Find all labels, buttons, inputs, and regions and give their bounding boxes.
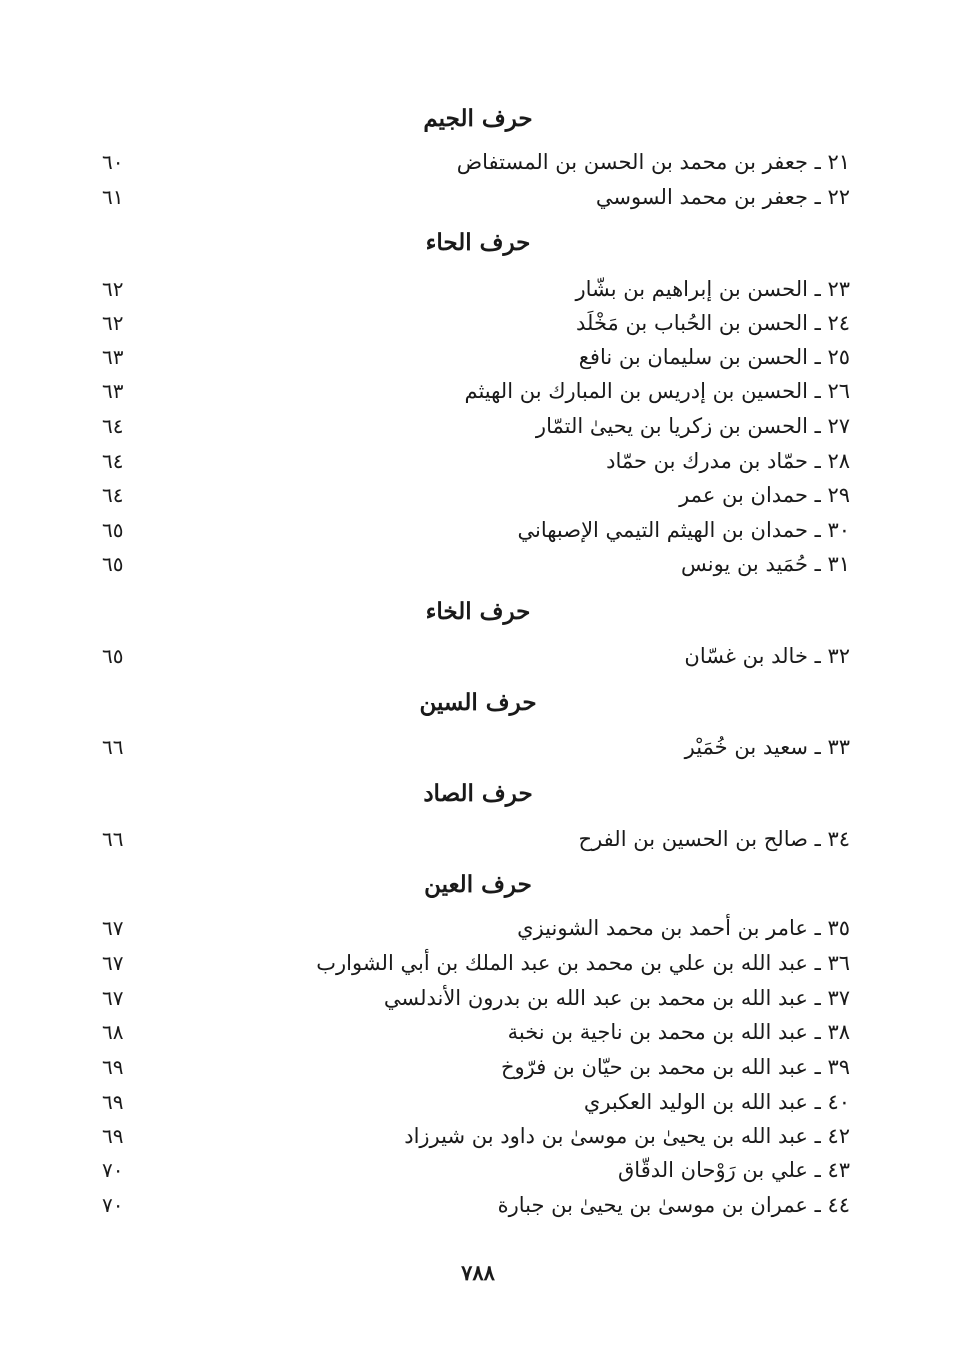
index-entry: [90, 340, 850, 374]
entry-title: ٣٥ ـ عامر بن أحمد بن محمد الشونيزي: [517, 916, 850, 940]
entry-title: ٣٨ ـ عبد الله بن محمد بن ناجية بن نخبة: [507, 1020, 850, 1044]
entry-title: ٢٥ ـ الحسن بن سليمان بن نافع: [578, 345, 850, 369]
entry-title: ٢٤ ـ الحسن بن الحُباب بن مَخْلَد: [575, 311, 850, 335]
entry-page-number: ٦١: [102, 185, 124, 209]
entry-title: ٣٧ ـ عبد الله بن محمد بن عبد الله بن بدرون الأندلسي: [383, 986, 850, 1010]
index-entry: [90, 513, 850, 547]
entry-page-number: ٦٦: [102, 827, 124, 851]
section-heading-ayn: حرف العين: [424, 871, 532, 898]
entry-page-number: ٦٥: [102, 552, 124, 576]
entry-page-number: ٧٠: [102, 1158, 124, 1182]
index-entry: [90, 1188, 850, 1222]
index-entry: [90, 911, 850, 945]
section-heading-sin: حرف السين: [419, 689, 537, 716]
entry-title: ٣١ ـ حُمَيد بن يونس: [680, 552, 850, 576]
index-entry: [90, 1015, 850, 1049]
index-entry: [90, 1085, 850, 1119]
entry-title: ٤٣ ـ علي بن رَوْحان الدقّاق: [618, 1158, 850, 1182]
index-entry: [90, 478, 850, 512]
entry-page-number: ٦٧: [102, 951, 124, 975]
entry-page-number: ٦٤: [102, 449, 124, 473]
entry-title: ٣٢ ـ خالد بن غسّان: [684, 644, 850, 668]
section-heading-kha: حرف الخاء: [425, 598, 531, 625]
entry-title: ٢٩ ـ حمدان بن عمر: [679, 483, 850, 507]
index-entry: [90, 639, 850, 673]
entry-title: ٢٧ ـ الحسن بن زكريا بن يحيىٰ التمّار: [535, 414, 850, 438]
section-heading-sad: حرف الصاد: [423, 780, 533, 807]
index-entry: [90, 822, 850, 856]
entry-title: ٢١ ـ جعفر بن محمد بن الحسن بن المستفاض: [456, 150, 850, 174]
entry-page-number: ٦٢: [102, 311, 124, 335]
index-entry: [90, 730, 850, 764]
index-entry: [90, 1153, 850, 1187]
index-entry: [90, 374, 850, 408]
entry-page-number: ٦٣: [102, 345, 124, 369]
index-entry: [90, 981, 850, 1015]
index-entry: [90, 1050, 850, 1084]
entry-title: ٢٨ ـ حمّاد بن مدرك بن حمّاد: [606, 449, 850, 473]
entry-title: ٣٩ ـ عبد الله بن محمد بن حيّان بن فرّوخ: [500, 1055, 850, 1079]
entry-title: ٣٦ ـ عبد الله بن علي بن محمد بن عبد الملك بن أبي الشوارب: [316, 951, 850, 975]
entry-page-number: ٦٢: [102, 277, 124, 301]
entry-title: ٣٤ ـ صالح بن الحسين بن الفرح: [578, 827, 850, 851]
entry-title: ٤٢ ـ عبد الله بن يحيىٰ بن موسىٰ بن داود بن شيرزاد: [404, 1124, 850, 1148]
index-entry: [90, 272, 850, 306]
entry-page-number: ٦٩: [102, 1055, 124, 1079]
entry-page-number: ٦٨: [102, 1020, 124, 1044]
entry-page-number: ٦٧: [102, 916, 124, 940]
entry-page-number: ٦٥: [102, 644, 124, 668]
entry-title: ٢٢ ـ جعفر بن محمد السوسي: [595, 185, 850, 209]
entry-page-number: ٦٩: [102, 1124, 124, 1148]
entry-title: ٢٦ ـ الحسين بن إدريس بن المبارك بن الهيثم: [464, 379, 850, 403]
entry-page-number: ٦٩: [102, 1090, 124, 1114]
page-number-footer: ٧٨٨: [461, 1260, 495, 1285]
index-entry: [90, 180, 850, 214]
entry-title: ٣٠ ـ حمدان بن الهيثم التيمي الإصبهاني: [517, 518, 850, 542]
index-entry: [90, 1119, 850, 1153]
index-entry: [90, 145, 850, 179]
index-entry: [90, 547, 850, 581]
index-entry: [90, 946, 850, 980]
entry-page-number: ٦٤: [102, 483, 124, 507]
entry-title: ٢٣ ـ الحسن بن إبراهيم بن بشّار: [575, 277, 850, 301]
section-heading-jim: حرف الجيم: [423, 105, 533, 132]
index-entry: [90, 409, 850, 443]
entry-page-number: ٦٥: [102, 518, 124, 542]
entry-title: ٤٠ ـ عبد الله بن الوليد العكبري: [583, 1090, 850, 1114]
entry-page-number: ٧٠: [102, 1193, 124, 1217]
entry-page-number: ٦٧: [102, 986, 124, 1010]
index-entry: [90, 306, 850, 340]
index-entry: [90, 444, 850, 478]
entry-page-number: ٦٠: [102, 150, 124, 174]
entry-page-number: ٦٤: [102, 414, 124, 438]
entry-title: ٣٣ ـ سعيد بن خُمَيْر: [684, 735, 850, 759]
section-heading-ha: حرف الحاء: [425, 229, 531, 256]
entry-page-number: ٦٣: [102, 379, 124, 403]
entry-title: ٤٤ ـ عمران بن موسىٰ بن يحيىٰ بن جبارة: [497, 1193, 850, 1217]
entry-page-number: ٦٦: [102, 735, 124, 759]
